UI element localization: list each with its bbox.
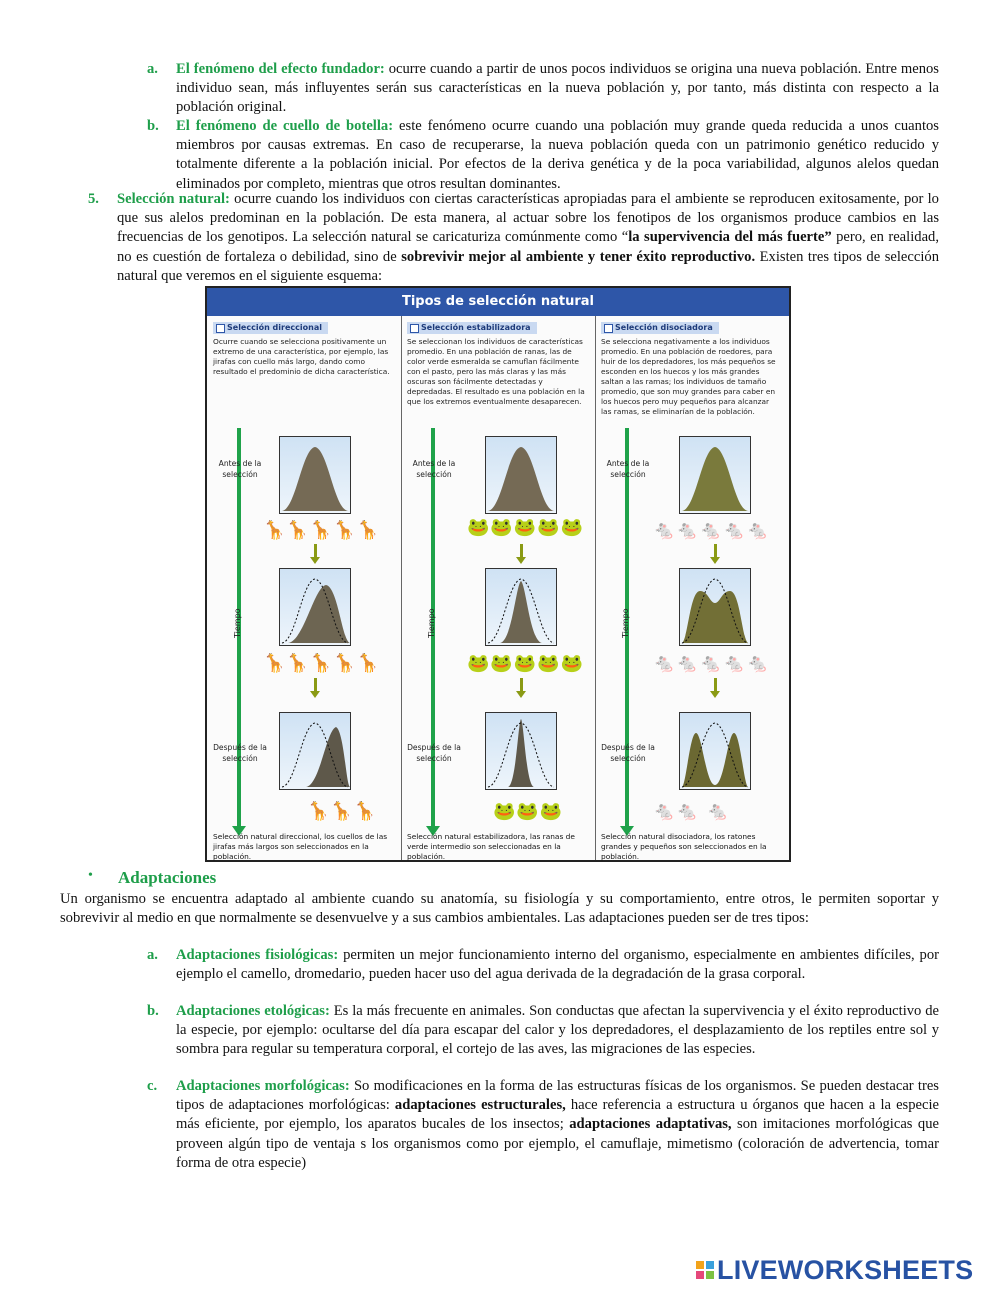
distribution-panel-after	[279, 712, 351, 790]
bell-curve-graphic	[280, 713, 350, 789]
logo-square	[696, 1271, 704, 1279]
column-caption: Selección natural estabilizadora, las ranas de verde intermedio son seleccionadas en la población.	[407, 832, 575, 861]
text-morfologicas-3: son imitaciones morfológicas que proveen algún tipo de ventaja s los organismos como por ejemplo, el camuflaje, mimetismo (coloración de advertencia, tomar forma de otra especie)	[176, 1116, 939, 1171]
paragraph-seleccion-natural	[117, 190, 939, 286]
after-label: Después de la selección	[601, 743, 655, 763]
mouse-group: 🐁🐁🐁🐁🐁	[653, 520, 771, 541]
distribution-panel-before	[679, 436, 751, 514]
column-heading: Selección disociadora	[601, 322, 719, 334]
column-caption: Selección natural disociadora, los ratones grandes y pequeños son seleccionados en la población.	[601, 832, 767, 861]
column-heading: Selección direccional	[213, 322, 328, 334]
distribution-panel-before	[279, 436, 351, 514]
text-cuello-botella: este fenómeno ocurre cuando una población muy grande queda reducida a unos cuantos miembros por causas extremas. En caso de recuperarse, la nueva población queda con un patrimonio genético reducido y totalmente diferente a la población inicial. Por efectos de la deriva genética y de la poca variabilidad, algunos alelos quedan eliminados por completo, mientras que otros resultan dominantes.	[176, 118, 939, 192]
term-etologicas: Adaptaciones etológicas:	[176, 1003, 330, 1019]
logo-square	[696, 1261, 704, 1269]
list-marker: 5.	[88, 191, 99, 207]
distribution-panel-mid	[485, 568, 557, 646]
paragraph-adaptaciones-etologicas	[176, 1002, 939, 1060]
bell-curve-graphic	[680, 569, 750, 645]
before-label: Antes de la selección	[606, 459, 650, 479]
term-morfologicas: Adaptaciones morfológicas:	[176, 1078, 350, 1094]
down-arrow-icon	[314, 544, 317, 558]
paragraph-adaptaciones-morfologicas	[176, 1077, 939, 1173]
time-label: Tiempo	[233, 608, 242, 638]
column-description: Se seleccionan los individuos de características promedio. En una población de ranas, las de color verde esmeralda se camuflan fácilmente con el pasto, pero las más claras y las más oscuras son fácilmente detectadas y depredadas. El resultado es una población en la que los extremos eventualmente desaparecen.	[407, 337, 585, 406]
text-morfologicas-2: hace referencia a estructura u órganos que hacen a la especie más eficiente, por ejemplo, los aparatos bucales de los insectos;	[176, 1097, 940, 1133]
text-etologicas: Es la más frecuente en animales. Son conductas que afectan la supervivencia y el éxito reproductivo de la especie, por ejemplo: ocultarse del día para escapar del calor y los depredadores, el desplazamiento de los reptiles entre sol y sombra para regular su temperatura corporal, el cortejo de las aves, las migraciones de las especies.	[176, 1003, 939, 1058]
term-cuello-botella: El fenómeno de cuello de botella:	[176, 118, 394, 134]
column-direccional	[207, 316, 402, 860]
paragraph-cuello-botella	[176, 117, 939, 194]
bullet-icon: •	[88, 868, 93, 883]
bold-sobrevivir: sobrevivir mejor al ambiente y tener éxito reproductivo.	[401, 248, 756, 265]
distribution-panel-mid	[279, 568, 351, 646]
figure-title: Tipos de selección natural	[207, 288, 789, 316]
bell-curve-graphic	[486, 713, 556, 789]
bell-curve-graphic	[680, 713, 750, 789]
column-description: Ocurre cuando se selecciona positivamente un extremo de una característica, por ejemplo, las jirafas con cuello más largo, dando como resultado el predominio de dicha característica.	[213, 337, 390, 376]
term-seleccion-natural: Selección natural:	[117, 191, 230, 207]
giraffe-group: 🦒🦒🦒🦒🦒	[263, 520, 381, 541]
distribution-panel-before	[485, 436, 557, 514]
giraffe-group: 🦒🦒🦒🦒🦒	[263, 653, 381, 674]
bell-curve-graphic	[280, 569, 350, 645]
logo-mark-icon	[696, 1261, 714, 1279]
after-label: Después de la selección	[407, 743, 461, 763]
down-arrow-icon	[714, 678, 717, 692]
giraffe-group: 🦒🦒🦒	[307, 801, 378, 822]
bell-curve-graphic	[486, 569, 556, 645]
heading-adaptaciones: Adaptaciones	[118, 868, 217, 887]
frog-group: 🐸🐸🐸🐸🐸	[467, 517, 585, 538]
list-marker: a.	[147, 947, 158, 963]
down-arrow-icon	[520, 678, 523, 692]
mouse-group: 🐁🐁🐁🐁🐁	[653, 653, 771, 674]
list-marker: c.	[147, 1078, 158, 1094]
list-marker: b.	[147, 118, 159, 134]
column-caption: Selección natural direccional, los cuellos de las jirafas más largos son seleccionados en la población.	[213, 832, 388, 861]
logo-square	[706, 1271, 714, 1279]
text-morfologicas-1: So modificaciones en la forma de las estructuras físicas de los organismos. Se pueden destacar tres tipos de adaptaciones morfológicas:	[176, 1078, 939, 1114]
text-efecto-fundador: ocurre cuando a partir de unos pocos individuos se origina una nueva población. Entre menos individuo sean, más influyentes serán sus características en la nueva población y, por tanto, más distinta con respecto a la población original.	[176, 61, 939, 116]
text-seleccion-2: pero, en realidad, no es cuestión de fortaleza o debilidad, sino de	[117, 229, 939, 265]
column-description: Se selecciona negativamente a los individuos promedio. En una población de roedores, para huir de los depredadores, los más pequeños se esconden en los huecos y los más grandes saltan a las ramas; los individuos de tamaño promedio, que son muy grandes para caber en los huecos pero muy pequeños para alcanzar las ramas, se eliminarían de la población.	[601, 337, 776, 416]
bold-estructurales: adaptaciones estructurales,	[394, 1097, 566, 1114]
liveworksheets-logo	[696, 1254, 973, 1286]
logo-square	[706, 1261, 714, 1269]
paragraph-adaptaciones-fisiologicas	[176, 946, 939, 984]
text-fisiologicas: permiten un mejor funcionamiento interno del organismo, especialmente en ambientes difíciles, por ejemplo el camello, dromedario, pueden hacer uso del agua derivada de la degradación de la grasa corporal.	[176, 947, 939, 983]
column-estabilizadora	[401, 316, 596, 860]
text-seleccion-3: Existen tres tipos de selección natural que veremos en el siguiente esquema:	[117, 248, 940, 284]
column-heading: Selección estabilizadora	[407, 322, 537, 334]
distribution-panel-mid	[679, 568, 751, 646]
down-arrow-icon	[714, 544, 717, 558]
distribution-panel-after	[679, 712, 751, 790]
down-arrow-icon	[520, 544, 523, 558]
frog-group: 🐸🐸🐸	[493, 801, 564, 822]
before-label: Antes de la selección	[412, 459, 456, 479]
text-seleccion-1: ocurre cuando los individuos con ciertas características apropiadas para el ambiente se reproducen exitosamente, por lo que sus alelos predominan en la población. De esta manera, al actuar sobre los fenotipos de los organismos produce cambios en las frecuencias de los genotipos. La selección natural se caricaturiza comúnmente como “	[117, 191, 939, 246]
distribution-panel-after	[485, 712, 557, 790]
time-label: Tiempo	[621, 608, 630, 638]
frog-group: 🐸🐸🐸🐸🐸	[467, 653, 585, 674]
bell-curve-graphic	[280, 437, 350, 513]
time-label: Tiempo	[427, 608, 436, 638]
selection-types-figure	[205, 286, 791, 862]
logo-text: LIVEWORKSHEETS	[717, 1254, 974, 1285]
bell-curve-graphic	[486, 437, 556, 513]
before-label: Antes de la selección	[218, 459, 262, 479]
list-marker: b.	[147, 1003, 159, 1019]
list-marker: a.	[147, 61, 158, 77]
down-arrow-icon	[314, 678, 317, 692]
after-label: Después de la selección	[213, 743, 267, 763]
bell-curve-graphic	[680, 437, 750, 513]
term-efecto-fundador: El fenómeno del efecto fundador:	[176, 61, 385, 77]
paragraph-efecto-fundador	[176, 60, 939, 118]
column-disociadora	[595, 316, 789, 860]
term-fisiologicas: Adaptaciones fisiológicas:	[176, 947, 339, 963]
paragraph-adaptaciones-intro: Un organismo se encuentra adaptado al ambiente cuando su anatomía, su fisiología y su comportamiento, entre otros, le permiten soportar y sobrevivir al medio en que normalmente se desenvuelve y a sus cambios ambientales. Las adaptaciones pueden ser de tres tipos:	[60, 891, 939, 927]
mouse-group: 🐁🐁 🐁	[653, 801, 730, 822]
bold-adaptativas: adaptaciones adaptativas,	[569, 1116, 732, 1133]
bold-supervivencia: la supervivencia del más fuerte”	[628, 229, 832, 246]
